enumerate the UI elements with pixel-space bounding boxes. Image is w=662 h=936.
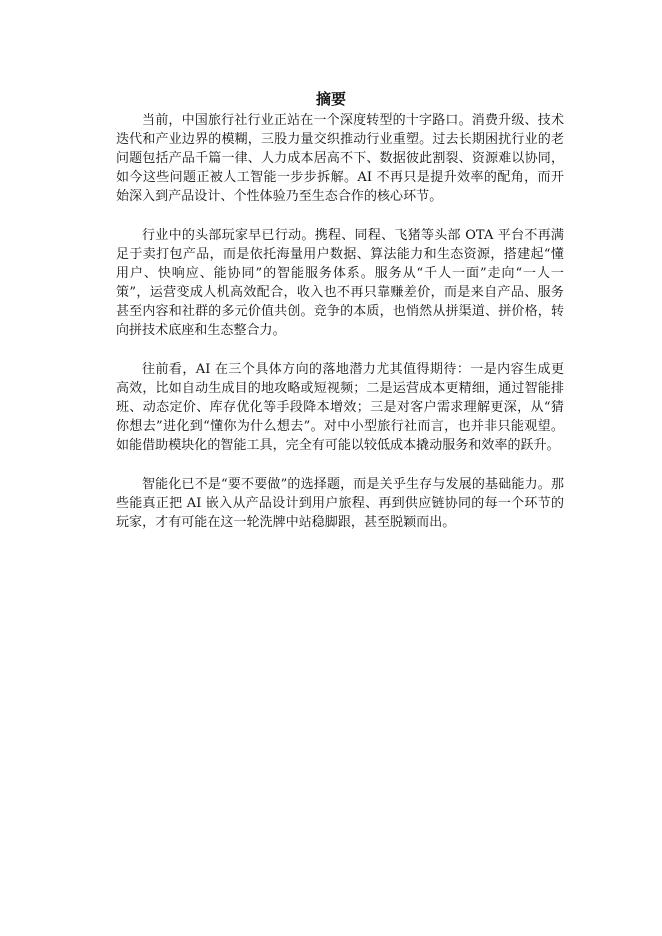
abstract-title: 摘要 [315,90,346,108]
abstract-paragraph-4: 智能化已不是“要不要做”的选择题，而是关乎生存与发展的基础能力。那些能真正把 AI 嵌入从产品设计到用户旅程、再到供应链协同的每一个环节的玩家，才有可能在这一轮洗牌中站稳脚跟，甚至脱颖而出。 [116,477,564,530]
abstract-body [116,111,564,552]
abstract-paragraph-1: 当前，中国旅行社行业正站在一个深度转型的十字路口。消费升级、技术迭代和产业边界的模糊，三股力量交织推动行业重塑。过去长期困扰行业的老问题包括产品千篇一律、人力成本居高不下、数据彼此割裂、资源难以协同，如今这些问题正被人工智能一步步拆解。AI 不再只是提升效率的配角，而开始深入到产品设计、个性体验乃至生态合作的核心环节。 [116,113,564,204]
abstract-paragraph-2: 行业中的头部玩家早已行动。携程、同程、飞猪等头部 OTA 平台不再满足于卖打包产品，而是依托海量用户数据、算法能力和生态资源，搭建起“懂用户、快响应、能协同”的智能服务体系。服务从“千人一面”走向“一人一策”，运营变成人机高效配合，收入也不再只靠赚差价，而是来自产品、服务甚至内容和社群的多元价值共创。竞争的本质，也悄然从拼渠道、拼价格，转向拼技术底座和生态整合力。 [116,228,564,338]
abstract-paragraph-3: 往前看，AI 在三个具体方向的落地潜力尤其值得期待：一是内容生成更高效，比如自动生成目的地攻略或短视频；二是运营成本更精细，通过智能排班、动态定价、库存优化等手段降本增效；三是对客户需求理解更深，从“猜你想去”进化到“懂你为什么想去”。对中小型旅行社而言，也并非只能观望。如能借助模块化的智能工具，完全有可能以较低成本撬动服务和效率的跃升。 [116,362,564,453]
